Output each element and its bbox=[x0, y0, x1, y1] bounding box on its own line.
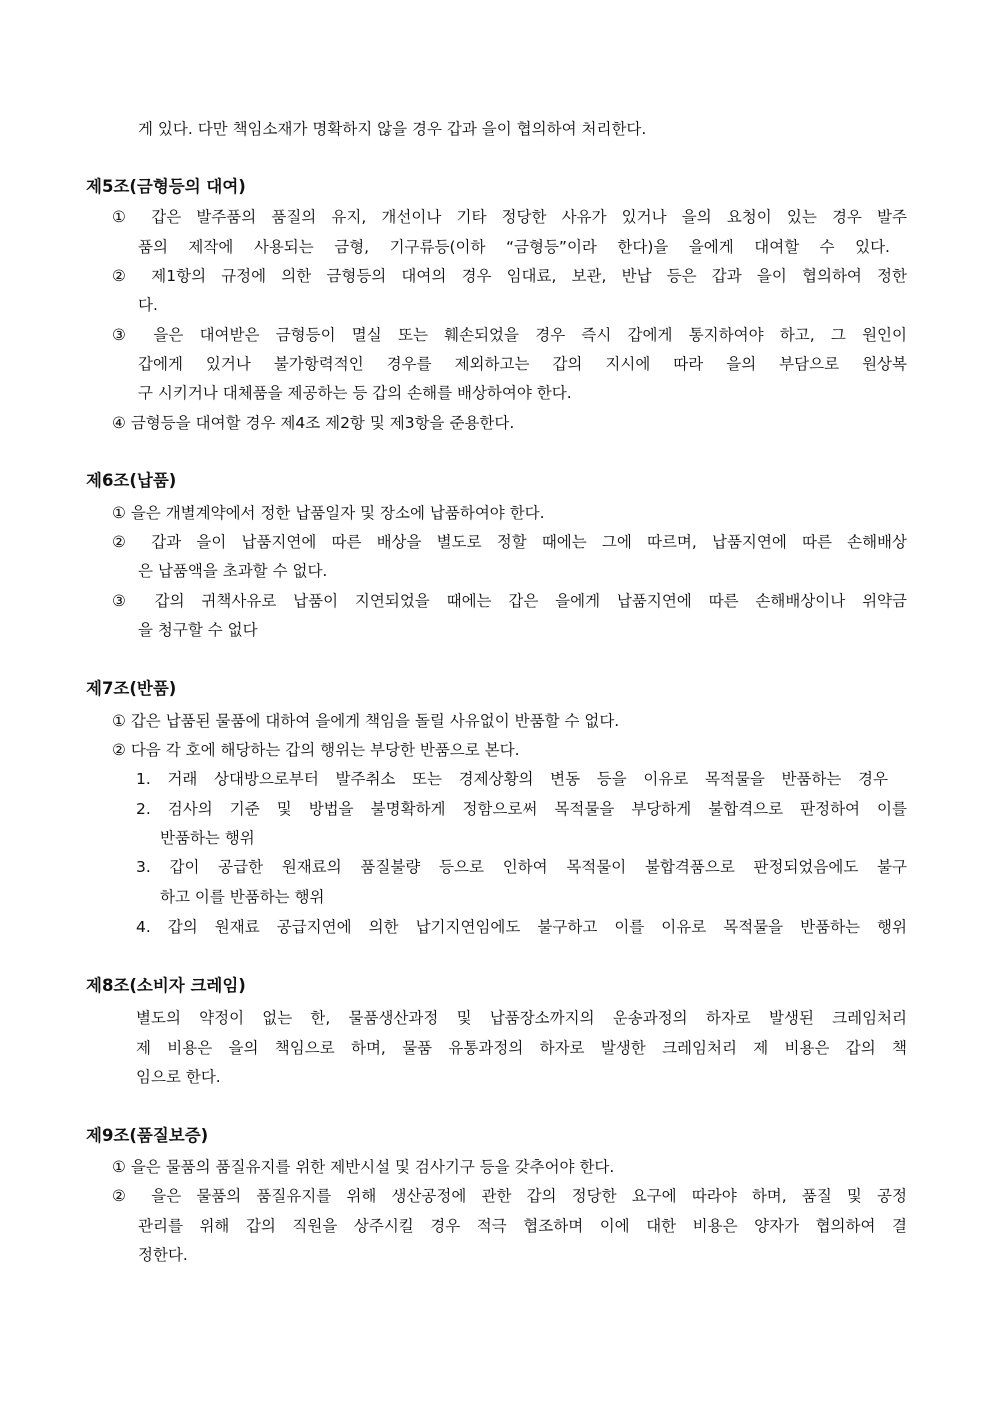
article-5-clause-1-cont: 품의 제작에 사용되는 금형, 기구류등(이하 “금형등”이라 한다)을 을에게 대여할 수 있다. bbox=[138, 238, 890, 256]
article-9-clause-1: ① 을은 물품의 품질유지를 위한 제반시설 및 검사기구 등을 갖추어야 한다. bbox=[112, 1158, 615, 1176]
article-7-item-3: 3. 갑이 공급한 원재료의 품질불량 등으로 인하여 목적물이 불합격품으로 판정되었음에도 불구 bbox=[136, 858, 907, 876]
article-7-clause-1: ① 갑은 납품된 물품에 대하여 을에게 책임을 돌릴 사유없이 반품할 수 없다. bbox=[112, 712, 620, 730]
article-6-clause-3-cont: 을 청구할 수 없다 bbox=[138, 621, 258, 639]
article-6-heading: 제6조(납품) bbox=[86, 471, 177, 490]
article-9-heading: 제9조(품질보증) bbox=[86, 1126, 209, 1145]
article-5-clause-3: ③ 을은 대여받은 금형등이 멸실 또는 훼손되었을 경우 즉시 갑에게 통지하여야 하고, 그 원인이 bbox=[112, 326, 907, 344]
article-6-clause-2-cont: 은 납품액을 초과할 수 없다. bbox=[138, 562, 328, 580]
article-9-clause-2-cont: 관리를 위해 갑의 직원을 상주시킬 경우 적극 협조하며 이에 대한 비용은 양자가 협의하여 결 bbox=[138, 1217, 907, 1235]
article-5-clause-1: ① 갑은 발주품의 품질의 유지, 개선이나 기타 정당한 사유가 있거나 을의 요청이 있는 경우 발주 bbox=[112, 208, 907, 226]
article-6-clause-1: ① 을은 개별계약에서 정한 납품일자 및 장소에 납품하여야 한다. bbox=[112, 504, 545, 522]
article-7-item-2: 2. 검사의 기준 및 방법을 불명확하게 정함으로써 목적물을 부당하게 불합격으로 판정하여 이를 bbox=[136, 800, 907, 818]
article-8-heading: 제8조(소비자 크레임) bbox=[86, 976, 246, 995]
article-6-clause-3: ③ 갑의 귀책사유로 납품이 지연되었을 때에는 갑은 을에게 납품지연에 따른 손해배상이나 위약금 bbox=[112, 592, 907, 610]
article-6-clause-2: ② 갑과 을이 납품지연에 따른 배상을 별도로 정할 때에는 그에 따르며, 납품지연에 따른 손해배상 bbox=[112, 533, 907, 551]
article-7-item-1: 1. 거래 상대방으로부터 발주취소 또는 경제상황의 변동 등을 이유로 목적물을 반품하는 경우 bbox=[136, 770, 888, 788]
article-5-clause-3-cont: 갑에게 있거나 불가항력적인 경우를 제외하고는 갑의 지시에 따라 을의 부담으로 원상복 bbox=[138, 355, 907, 373]
article-5-heading: 제5조(금형등의 대여) bbox=[86, 177, 246, 196]
intro-text-line: 게 있다. 다만 책임소재가 명확하지 않을 경우 갑과 을이 협의하여 처리한다. bbox=[138, 120, 647, 138]
article-7-item-2-cont: 반품하는 행위 bbox=[160, 829, 255, 847]
article-8-text: 별도의 약정이 없는 한, 물품생산과정 및 납품장소까지의 운송과정의 하자로 발생된 크레임처리 bbox=[136, 1009, 907, 1027]
article-7-clause-2: ② 다음 각 호에 해당하는 갑의 행위는 부당한 반품으로 본다. bbox=[112, 741, 520, 759]
article-7-heading: 제7조(반품) bbox=[86, 679, 177, 698]
article-7-item-4: 4. 갑의 원재료 공급지연에 의한 납기지연임에도 불구하고 이를 이유로 목적물을 반품하는 행위 bbox=[136, 918, 907, 936]
article-5-clause-2-cont: 다. bbox=[138, 296, 158, 314]
article-5-clause-2: ② 제1항의 규정에 의한 금형등의 대여의 경우 임대료, 보관, 반납 등은 갑과 을이 협의하여 정한 bbox=[112, 267, 907, 285]
article-7-item-3-cont: 하고 이를 반품하는 행위 bbox=[160, 888, 325, 906]
article-8-text-cont: 임으로 한다. bbox=[136, 1068, 221, 1086]
article-9-clause-2: ② 을은 물품의 품질유지를 위해 생산공정에 관한 갑의 정당한 요구에 따라야 하며, 품질 및 공정 bbox=[112, 1187, 907, 1205]
article-8-text-cont: 제 비용은 을의 책임으로 하며, 물품 유통과정의 하자로 발생한 크레임처리 제 비용은 갑의 책 bbox=[136, 1039, 907, 1057]
article-5-clause-4: ④ 금형등을 대여할 경우 제4조 제2항 및 제3항을 준용한다. bbox=[112, 414, 515, 432]
article-9-clause-2-cont: 정한다. bbox=[138, 1246, 188, 1264]
article-5-clause-3-cont: 구 시키거나 대체품을 제공하는 등 갑의 손해를 배상하여야 한다. bbox=[138, 384, 572, 402]
